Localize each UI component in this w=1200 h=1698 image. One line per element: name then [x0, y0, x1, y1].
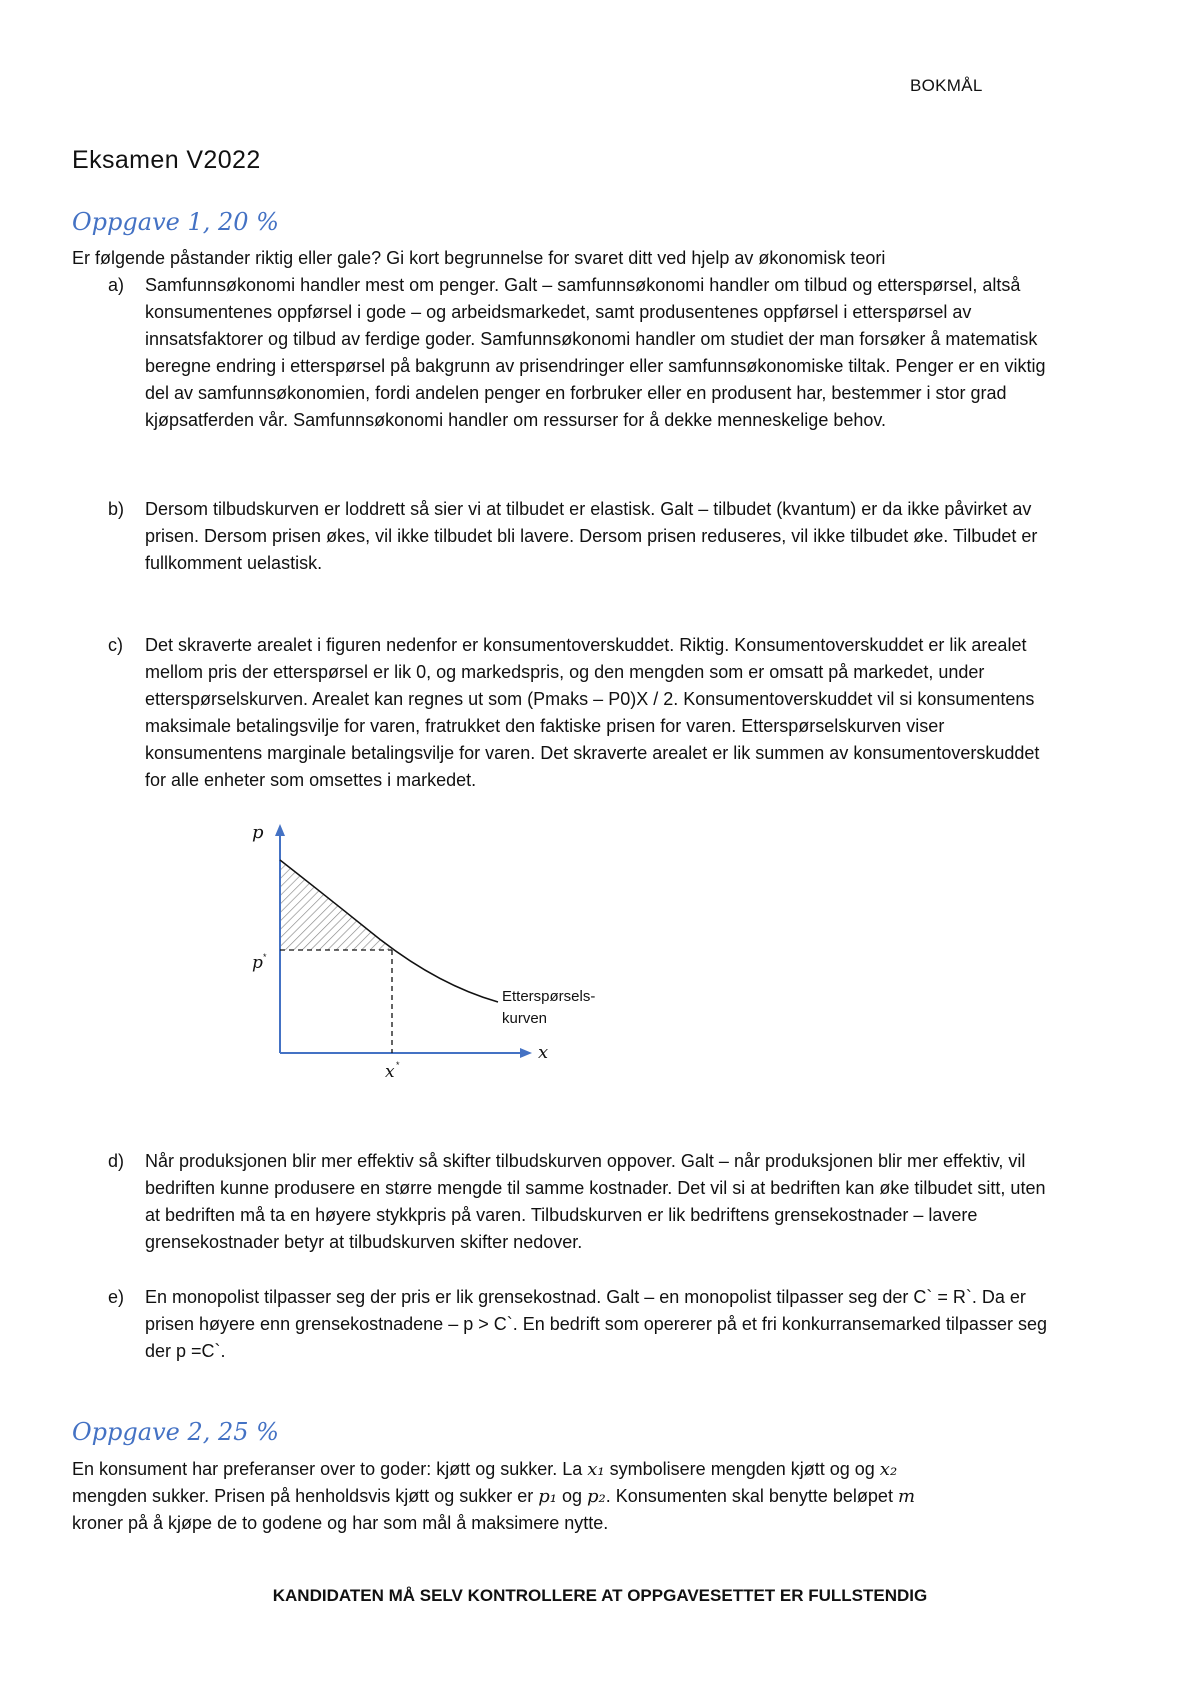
statement-marker: c) — [108, 635, 123, 655]
variable-p2: p₂ — [587, 1486, 606, 1507]
task-2-text-part: symbolisere mengden kjøtt og og — [604, 1459, 880, 1479]
x-star-mark: * — [396, 1060, 400, 1070]
curve-label-line-1: Etterspørsels- — [502, 988, 596, 1005]
x-star-label: x — [385, 1062, 395, 1078]
statement-marker: d) — [108, 1151, 125, 1171]
task-2-text-part: En konsument har preferanser over to goder: kjøtt og sukker. La — [72, 1459, 588, 1479]
p-star-label: p — [252, 953, 263, 973]
statement-e — [108, 1284, 1058, 1365]
task-2-text-part: kroner på å kjøpe de to godene og har som mål å maksimere nytte. — [72, 1513, 609, 1533]
curve-label-line-2: kurven — [502, 1010, 548, 1027]
variable-x1: x₁ — [587, 1459, 605, 1480]
statement-marker: a) — [108, 275, 125, 295]
statement-text: Dersom tilbudskurven er loddrett så sier vi at tilbudet er elastisk. Galt – tilbudet (kvantum) er da ikke påvirket av prisen. Dersom prisen økes, vil ikke tilbudet bli lavere. Dersom prisen reduseres, vil ikke tilbudet øke. Tilbudet er fullkomment uelastisk. — [145, 499, 1038, 573]
variable-p1: p₁ — [538, 1486, 557, 1507]
exam-title: Eksamen V2022 — [72, 146, 261, 174]
statement-text: Det skraverte arealet i figuren nedenfor er konsumentoverskuddet. Riktig. Konsumentoverskuddet er lik arealet mellom pris der etterspørsel er lik 0, og markedspris, og den mengden som er omsatt på markedet, under etterspørselskurven. Arealet kan regnes ut som (Pmaks – P0)X / 2. Konsumentoverskuddet vil si konsumentens maksimale betalingsvilje for varen, fratrukket den faktiske prisen for varen. Etterspørselskurven viser konsumentens marginale betalingsvilje for varen. Det skraverte arealet er lik summen av konsumentoverskuddet for alle enheter som omsettes i markedet. — [145, 635, 1040, 790]
x-axis-label: x — [538, 1042, 549, 1063]
variable-x2: x₂ — [879, 1459, 898, 1480]
task-1-heading: Oppgave 1, 20 % — [72, 208, 279, 236]
language-label: BOKMÅL — [910, 76, 983, 95]
x-axis-arrow — [520, 1048, 532, 1058]
y-axis-label: p — [252, 822, 264, 843]
task-2-text-part: og — [556, 1486, 588, 1506]
statement-text: Samfunnsøkonomi handler mest om penger. Galt – samfunnsøkonomi handler om tilbud og etterspørsel, altså konsumentenes oppførsel i gode – og arbeidsmarkedet, samt produsentenes oppførsel i etterspørsel av innsatsfaktorer og tilbud av ferdige goder. Samfunnsøkonomi handler om studiet der man forsøker å matematisk beregne endring i etterspørsel på bakgrunn av prisendringer eller samfunnsøkonomiske tiltak. Penger er en viktig del av samfunnsøkonomien, fordi andelen penger en forbruker eller en produsent har, bestemmer i stor grad kjøpsatferden vår. Samfunnsøkonomi handler om ressurser for å dekke menneskelige behov. — [145, 275, 1046, 430]
task-2-text — [72, 1456, 1072, 1537]
task-2-text-part: . Konsumenten skal benytte beløpet — [605, 1486, 898, 1506]
task-1-intro: Er følgende påstander riktig eller gale? Gi kort begrunnelse for svaret ditt ved hjelp av økonomisk teori — [72, 248, 886, 268]
consumer-surplus-figure — [230, 818, 600, 1078]
y-axis-arrow — [275, 824, 285, 836]
statement-text: En monopolist tilpasser seg der pris er lik grensekostnad. Galt – en monopolist tilpasser seg der C` = R`. Da er prisen høyere enn grensekostnadene – p > C`. En bedrift som opererer på et fri konkurransemarked tilpasser seg der p =C`. — [145, 1287, 1047, 1361]
task-2-text-part: mengden sukker. Prisen på henholdsvis kjøtt og sukker er — [72, 1486, 539, 1506]
p-star-mark: * — [263, 952, 267, 962]
statement-c — [108, 632, 1058, 794]
statement-b — [108, 496, 1058, 577]
task-2-heading: Oppgave 2, 25 % — [72, 1418, 279, 1446]
variable-m: m — [897, 1486, 916, 1507]
statement-text: Når produksjonen blir mer effektiv så skifter tilbudskurven oppover. Galt – når produksjonen blir mer effektiv, vil bedriften kunne produsere en større mengde til samme kostnader. Det vil si at bedriften kan øke tilbudet sitt, uten at bedriften må ta en høyere stykkpris på varen. Tilbudskurven er lik bedriftens grensekostnader – lavere grensekostnader betyr at tilbudskurven skifter nedover. — [145, 1151, 1046, 1252]
statement-d — [108, 1148, 1058, 1256]
footer-notice: KANDIDATEN MÅ SELV KONTROLLERE AT OPPGAVESETTET ER FULLSTENDIG — [272, 1586, 928, 1605]
statement-marker: e) — [108, 1287, 125, 1307]
statement-marker: b) — [108, 499, 125, 519]
statement-a — [108, 272, 1058, 434]
consumer-surplus-diagram — [230, 818, 600, 1078]
